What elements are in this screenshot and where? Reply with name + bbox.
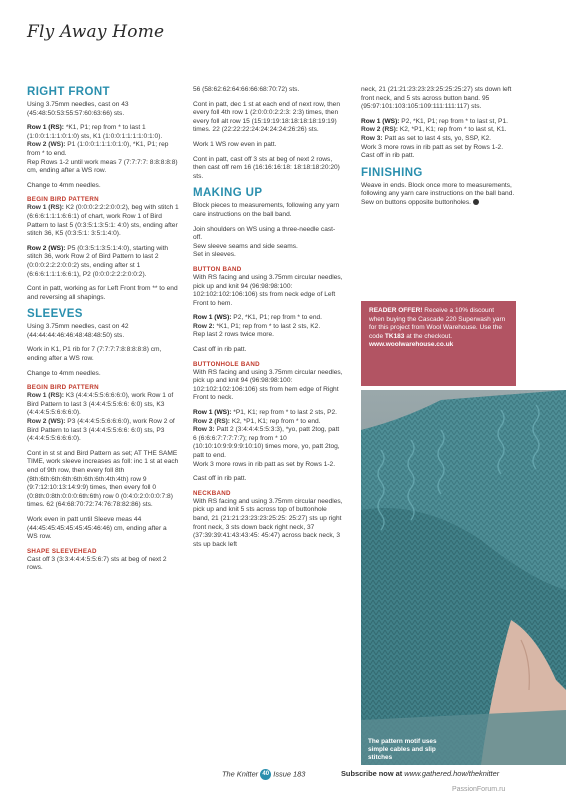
subheading-neckband: NECKBAND: [193, 489, 231, 497]
offer-label: READER OFFER!: [369, 307, 423, 314]
row-label: Row 2 (WS):: [27, 141, 66, 149]
row-instruction: [361, 126, 516, 135]
subscribe-label: Subscribe now at: [341, 769, 403, 778]
paragraph: Work in K1, P1 rib for 7 (7:7:7:7:8:8:8:8:8) cm, ending after a WS row.: [27, 346, 162, 363]
row-label: Row 2 (WS):: [27, 418, 66, 426]
watermark: PassionForum.ru: [452, 786, 506, 793]
subheading-bird-pattern: BEGIN BIRD PATTERN: [27, 196, 99, 204]
paragraph: Work 1 WS row even in patt.: [193, 140, 277, 148]
row-text: K3 (4:4:4:5:5:6:6:6:0), work Row 1 of Bird Pattern to last 3 (4:4:4:5:5:6:6: 6:0) sts, K3 (4:4:4:5:5:6:6:6:0).: [27, 392, 174, 417]
paragraph: neck, 21 (21:21:23:23:23:25:25:25:27) sts down left front neck, and 5 sts across button band. 95 (95:97:101:103:105:109:111:111:117) sts.: [361, 86, 512, 111]
row-text: P5 (0:3:5:1:3:5:1:4:0), starting with stitch 36, work Row 2 of Bird Pattern to last 2 (0:0:0:2:2:2:0:0:2) sts, ending after st 1 (6:6:6:1:1:1:6:6:1), P2 (0:0:0:2:2:2:0:0:2).: [27, 244, 169, 278]
row-text: P1 (1:0:0:1:1:1:0:1:0), *K1, P1; rep from * to end.: [27, 141, 169, 157]
row-label: Row 2 (RS):: [361, 126, 398, 134]
paragraph: Cont in patt, cast off 3 sts at beg of next 2 rows, then cast off rem 16 (16:16:16:18: 18:18:18:20:20) sts.: [193, 155, 340, 180]
paragraph: Change to 4mm needles.: [27, 369, 101, 377]
paragraph: Weave in ends. Block once more to measurements, following any yarn care instructions on the ball band.: [361, 181, 515, 198]
row-instruction: [193, 426, 343, 460]
row-instruction: [193, 323, 343, 332]
row-label: Row 3:: [193, 426, 215, 434]
paragraph: With RS facing and using 3.75mm circular needles, pick up and knit 94 (96:98:98:100: 102:102:102:106:106) sts from neck edge of Left Front to hem.: [193, 273, 343, 307]
page-number-badge: 40: [260, 769, 271, 780]
footer-magazine: [222, 769, 305, 780]
paragraph: Using 3.75mm needles, cast on 43 (45:48:50:53:55:57:60:63:66) sts.: [27, 101, 129, 117]
row-text: K2, *P1, K1; rep from * to last st, K1.: [398, 126, 507, 134]
subheading-bird-pattern: BEGIN BIRD PATTERN: [27, 384, 99, 392]
paragraph: With RS facing and using 3.75mm circular needles, pick up and knit 5 sts across top of buttonhole band, 21 (21:21:23:23:23:25:25: 25:27) sts up right front neck, 3 sts down back right neck, 37 (37:39:39:41:43:43:45: 45:47) across back neck, 3 sts up back left: [193, 497, 343, 548]
subheading-button-band: BUTTON BAND: [193, 265, 242, 273]
paragraph: Cont in st st and Bird Pattern as set; AT THE SAME TIME, work sleeve increases as foll: inc 1 st at each end of 9th row, then every foll 8th (8th:6th:6th:6th:6th:6th:6th:4th:4th) row 9 (9:7:12:10:13:14:9:9) times, then every foll 0 (0:8th:0:8th:0:0:0:6th:6th) row 0 (0:4:0:2:0:0:0:7:8) times. 62 (64:68:70:72:74:76:78:82:86) sts.: [27, 449, 179, 509]
column-2: [193, 86, 343, 549]
column-3: [361, 86, 516, 208]
section-heading-sleeves: SLEEVES: [27, 308, 83, 321]
paragraph: With RS facing and using 3.75mm circular needles, pick up and knit 94 (96:98:98:100: 102:102:102:106:106) sts from hem edge of Right Front to neck.: [193, 368, 343, 402]
paragraph: Block pieces to measurements, following any yarn care instructions on the ball band.: [193, 202, 340, 218]
paragraph: Work even in patt until Sleeve meas 44 (44:45:45:45:45:45:45:46:46) cm, ending after a WS row.: [27, 515, 167, 541]
row-text: *K1, P1; rep from * to last 2 sts, K2.: [214, 322, 321, 330]
paragraph: Work 3 more rows in rib patt as set by Rows 1-2.: [361, 143, 504, 151]
row-label: Row 1 (WS):: [193, 314, 232, 322]
row-instruction: [361, 135, 516, 144]
paragraph: 56 (58:62:62:64:66:66:68:70:72) sts.: [193, 86, 300, 93]
row-label: Row 2:: [193, 322, 215, 330]
row-label: Row 1 (WS):: [361, 117, 400, 125]
row-instruction: [193, 314, 343, 323]
row-text: K2, *P1, K1; rep from * to end.: [230, 417, 321, 425]
row-text: Patt as set to last 4 sts, yo, SSP, K2.: [382, 134, 491, 142]
row-instruction: [193, 409, 343, 418]
row-text: Patt 2 (3:4:4:4:5:5:3:3), *yo, patt 2tog, patt 6 (6:6:6:7:7:7:7:7); rep from * 10 (10:10:10:9:9:9:9:10:10) times more, yo, patt 2tog, patt to end.: [193, 426, 340, 459]
row-instruction: [27, 204, 179, 238]
paragraph: Set in sleeves.: [193, 251, 236, 259]
sweater-photo-illustration: [361, 390, 566, 765]
row-instruction: [361, 118, 516, 127]
row-instruction: [27, 418, 179, 444]
row-label: Row 2 (WS):: [27, 244, 66, 252]
row-text: P2, *K1, P1; rep from * to last st, P1.: [399, 117, 508, 125]
section-heading-finishing: FINISHING: [361, 166, 423, 179]
offer-text-2: at the checkout.: [404, 332, 453, 340]
subheading-buttonhole-band: BUTTONHOLE BAND: [193, 360, 260, 368]
column-1: [27, 86, 179, 573]
paragraph: Cont in patt, dec 1 st at each end of next row, then every foll 4th row 1 (2:0:0:0:2:2:3: 2:3) times, then every foll alt row 15 (15:19:19:18:18:18:18:19:19) times. 22 (22:22:22:24:24:24:24:26:26) sts.: [193, 100, 340, 134]
subheading-shape-sleevehead: SHAPE SLEEVEHEAD: [27, 547, 97, 555]
sweater-photo: [361, 390, 566, 765]
paragraph: Rep Rows 1-2 until work meas 7 (7:7:7:7: 8:8:8:8:8) cm, ending after a WS row.: [27, 158, 178, 175]
paragraph: Join shoulders on WS using a three-needle cast-off.: [193, 225, 336, 242]
offer-text: Receive a 10% discount when buying the Cascade 220 Superwash yarn for this project from Wool Warehouse. Use the code: [369, 307, 506, 340]
row-instruction: [27, 141, 179, 158]
paragraph: Cast off in rib patt.: [193, 475, 247, 483]
magazine-name: The Knitter: [222, 769, 259, 779]
offer-code: TK183: [384, 332, 405, 340]
row-text: *K1, P1; rep from * to last 1 (1:0:0:1:1:1:0:1:0) sts, K1 (1:0:0:1:1:1:1:0:1:0).: [27, 124, 163, 140]
row-instruction: [27, 245, 179, 279]
row-label: Row 1 (RS):: [27, 124, 64, 132]
issue-number: Issue 183: [273, 769, 306, 779]
row-label: Row 3:: [361, 134, 383, 142]
row-instruction: [27, 124, 179, 141]
row-instruction: [193, 418, 343, 427]
paragraph: Change to 4mm needles.: [27, 181, 101, 189]
row-text: P3 (4:4:4:5:5:6:6:6:0), work Row 2 of Bird Pattern to last 3 (4:4:4:5:5:6:6: 6:0) sts, P3 (4:4:4:5:5:6:6:6:0).: [27, 418, 175, 443]
footer-subscribe: [341, 769, 499, 778]
end-mark-icon: [473, 199, 479, 205]
paragraph: Using 3.75mm needles, cast on 42 (44:44:44:46:46:48:48:48:50) sts.: [27, 323, 129, 339]
subscribe-url-link[interactable]: www.gathered.how/theknitter: [404, 769, 500, 778]
row-text: K2 (0:0:0:2:2:2:0:0:2), beg with stitch 1 (6:6:6:1:1:1:6:6:1) of chart, work Row 1 of Bird Pattern to last 5 (0:3:5:1:3:5:1: 4:0) sts, ending after stitch 36, K5 (0:3:5:1: 3:5:1:4:0).: [27, 204, 179, 238]
paragraph: Work 3 more rows in rib patt as set by Rows 1-2.: [193, 460, 336, 468]
page-title: Fly Away Home: [27, 22, 165, 42]
row-label: Row 1 (WS):: [193, 409, 232, 417]
paragraph-text: Sew on buttons opposite buttonholes.: [361, 198, 471, 206]
row-text: *P1, K1; rep from * to last 2 sts, P2.: [231, 409, 338, 417]
row-label: Row 1 (RS):: [27, 392, 64, 400]
paragraph: Cast off in rib patt.: [361, 152, 415, 160]
row-instruction: [27, 392, 179, 418]
row-label: Row 2 (RS):: [193, 417, 230, 425]
paragraph: Cast off 3 (3:3:4:4:4:5:5:6:7) sts at beg of next 2 rows.: [27, 555, 167, 572]
paragraph: Sew sleeve seams and side seams.: [193, 242, 298, 250]
section-heading-right-front: RIGHT FRONT: [27, 86, 110, 98]
paragraph: Cast off in rib patt.: [193, 346, 247, 354]
paragraph: Rep last 2 rows twice more.: [193, 331, 274, 339]
paragraph: Cont in patt, working as for Left Front from ** to end and reversing all shapings.: [27, 285, 178, 301]
row-text: P2, *K1, P1; rep from * to end.: [231, 314, 322, 322]
paragraph: [361, 199, 516, 208]
row-label: Row 1 (RS):: [27, 204, 64, 212]
section-heading-making-up: MAKING UP: [193, 187, 263, 200]
photo-caption: The pattern motif uses simple cables and slip stitches: [368, 738, 437, 761]
offer-url-link[interactable]: www.woolwarehouse.co.uk: [369, 341, 454, 349]
reader-offer-box: [361, 301, 516, 386]
